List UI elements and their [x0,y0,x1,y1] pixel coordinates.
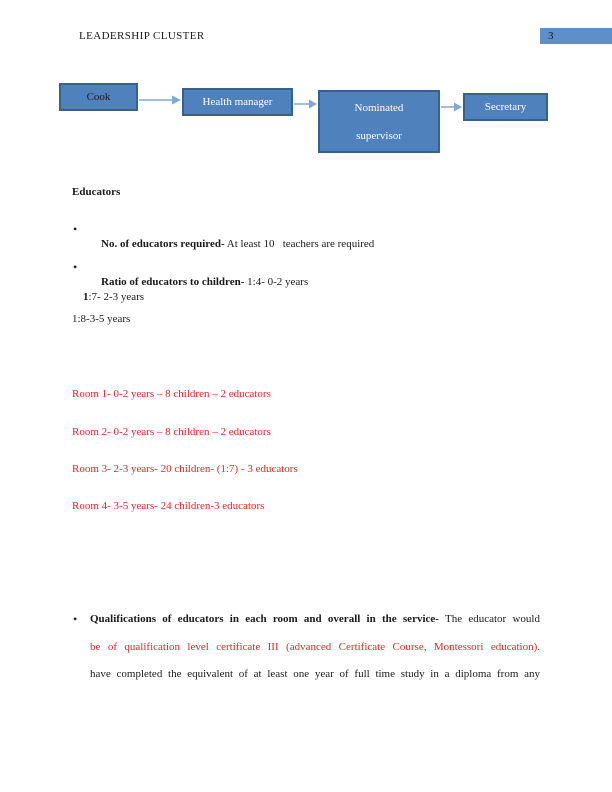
flowchart-box-secretary [463,93,548,121]
ratio-line-rest: :7- 2-3 years [88,291,145,303]
ratio-line-bold: 1 [83,291,89,303]
room-3-allocation: Room 3- 2-3 years- 20 children- (1:7) - 3 educators [72,463,298,475]
bullet-educators-required-bold: No. of educators required- [101,238,225,250]
flowchart-box-cook-label: Cook [86,91,111,103]
flowchart-box-health-manager-label: Health manager [202,96,273,108]
qualifications-line-2: be of qualification level certificate III (advanced Certificate Course, Montessori education). [90,641,540,653]
flowchart-box-cook [59,83,138,111]
flow-arrow-icon [139,93,181,107]
ratio-line-3-5-years: 1:8-3-5 years [72,313,131,325]
flowchart-box-nominated-supervisor-label-line2: supervisor [356,129,402,142]
flow-arrow-icon [294,97,317,111]
flow-arrow-icon [441,100,462,114]
bullet-educators-required-rest: At least 10 teachers are required [224,238,375,250]
room-2-allocation: Room 2- 0-2 years – 8 children – 2 educators [72,426,271,438]
flowchart-box-health-manager [182,88,293,116]
qualifications-line-1-rest: The educator would [438,613,540,625]
page-number-badge: 3 [540,28,612,44]
section-title-educators: Educators [72,186,121,198]
room-4-allocation: Room 4- 3-5 years- 24 children-3 educators [72,500,265,512]
qualifications-line-3: have completed the equivalent of at least one year of full time study in a diploma from any [90,668,540,680]
qualifications-bold: Qualifications of educators in each room and overall in the service- [90,613,439,625]
bullet-icon: • [73,260,78,274]
qualifications-line-1 [90,612,540,627]
flowchart-box-secretary-label: Secretary [484,101,527,113]
flowchart-box-nominated-supervisor-label-line1: Nominated [354,101,404,114]
bullet-icon: • [73,222,78,236]
header-title: LEADERSHIP CLUSTER [79,30,205,42]
bullet-ratio-educators-rest: 1:4- 0-2 years [244,276,309,288]
flowchart-box-nominated-supervisor [318,90,440,153]
bullet-ratio-educators-bold: Ratio of educators to children- [101,276,245,288]
bullet-icon: • [73,612,78,626]
room-1-allocation: Room 1- 0-2 years – 8 children – 2 educators [72,388,271,400]
